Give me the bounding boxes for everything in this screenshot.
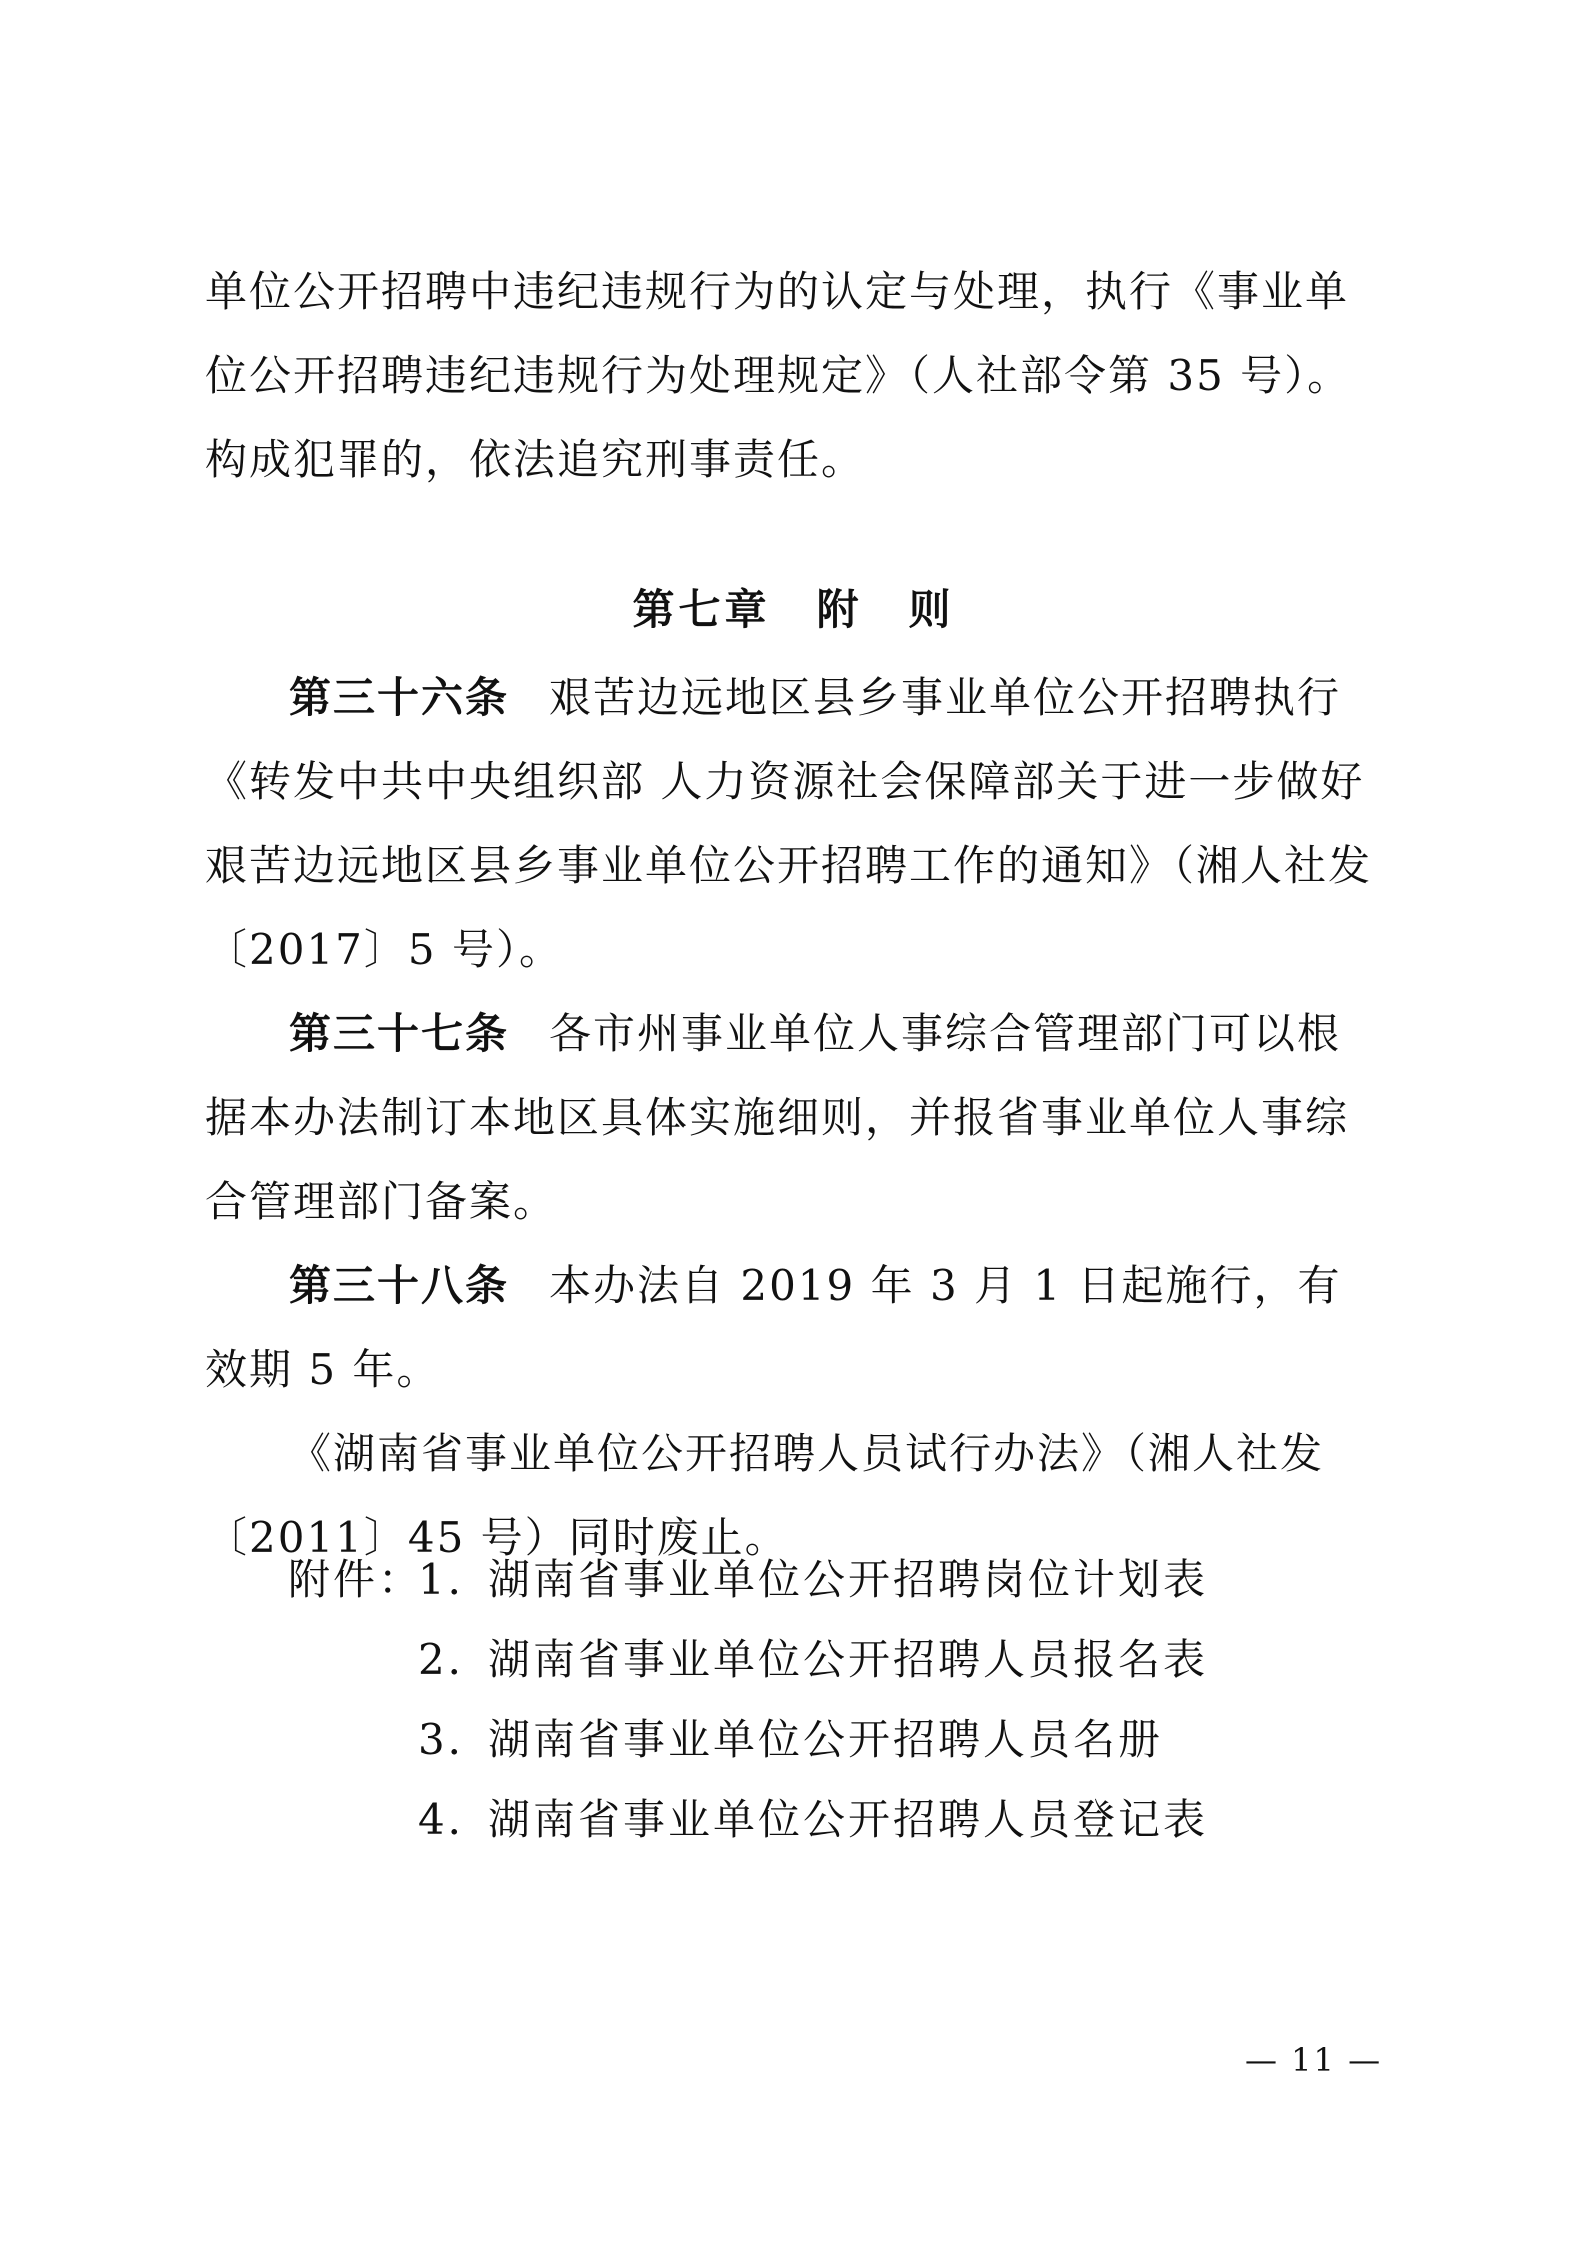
intro-block (205, 250, 1385, 502)
article-body: 艰苦边远地区县乡事业单位公开招聘执行《转发中共中央组织部 人力资源社会保障部关于进一步做好艰苦边远地区县乡事业单位公开招聘工作的通知》（湘人社发〔2017〕5 号）。 (205, 673, 1373, 974)
attachment-number: 1． (418, 1555, 493, 1604)
attachment-title: 湖南省事业单位公开招聘岗位计划表 (488, 1555, 1209, 1604)
article-body: 各市州事业单位人事综合管理部门可以根据本办法制订本地区具体实施细则，并报省事业单位人事综合管理部门备案。 (205, 1009, 1350, 1226)
attachment-title: 湖南省事业单位公开招聘人员登记表 (488, 1795, 1209, 1844)
article-heading: 第三十八条 (289, 1261, 510, 1310)
repeal-paragraph: 《湖南省事业单位公开招聘人员试行办法》（湘人社发〔2011〕45 号）同时废止。 (205, 1429, 1325, 1562)
attachment-title: 湖南省事业单位公开招聘人员报名表 (488, 1635, 1209, 1684)
attachment-title: 湖南省事业单位公开招聘人员名册 (488, 1715, 1164, 1764)
attachment-item (288, 1620, 1208, 1700)
article-37 (205, 992, 1385, 1244)
article-38 (205, 1244, 1385, 1412)
attachment-item (288, 1780, 1208, 1860)
article-heading: 第三十七条 (289, 1009, 510, 1058)
article-36 (205, 656, 1385, 992)
attachment-number: 4． (418, 1795, 493, 1844)
chapter-title: 第七章 附 则 (632, 585, 955, 634)
article-heading: 第三十六条 (289, 673, 510, 722)
article-body: 本办法自 2019 年 3 月 1 日起施行，有效期 5 年。 (205, 1261, 1342, 1394)
attachment-item (288, 1540, 1208, 1620)
articles-block (205, 656, 1385, 1580)
attachments-list (288, 1540, 1208, 1860)
attachment-number: 2． (418, 1635, 493, 1684)
attachment-number: 3． (418, 1715, 493, 1764)
intro-paragraph: 单位公开招聘中违纪违规行为的认定与处理，执行《事业单位公开招聘违纪违规行为处理规定》（人社部令第 35 号）。构成犯罪的，依法追究刑事责任。 (205, 267, 1352, 484)
attachments-label: 附件： (288, 1555, 424, 1604)
page-number: — 11 — (1245, 2041, 1383, 2079)
attachment-item (288, 1700, 1208, 1780)
